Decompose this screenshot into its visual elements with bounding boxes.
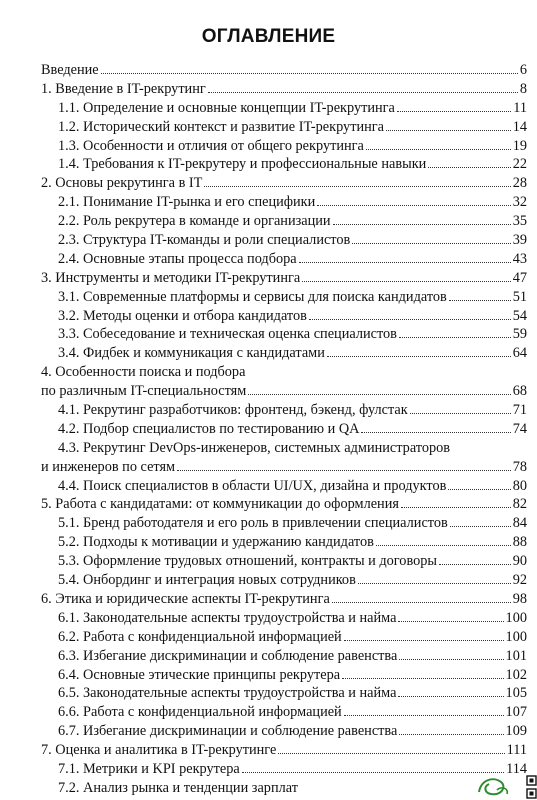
toc-page-number: 109 — [505, 723, 527, 740]
toc-page-number: 90 — [512, 553, 527, 570]
toc-page-number: 78 — [512, 458, 527, 475]
toc-entry-title: 3.2. Методы оценки и отбора кандидатов — [58, 307, 307, 324]
toc-entry[interactable] — [0, 288, 537, 307]
toc-entry[interactable] — [0, 193, 537, 212]
toc-page-number: 114 — [506, 760, 527, 777]
toc-dot-leader — [352, 232, 510, 244]
toc-dot-leader — [309, 308, 511, 320]
toc-entry-title: 7. Оценка и аналитика в IT-рекрутинге — [41, 742, 277, 759]
toc-dot-leader — [344, 704, 504, 716]
toc-dot-leader — [399, 326, 511, 338]
toc-entry-title: 6.6. Работа с конфиденциальной информацией — [58, 704, 342, 721]
toc-entry[interactable] — [0, 666, 537, 685]
toc-entry-title: 2. Основы рекрутинга в IT — [41, 175, 203, 192]
toc-entry-title: 5.1. Бренд работодателя и его роль в привлечении специалистов — [58, 515, 448, 532]
toc-dot-leader — [101, 62, 518, 74]
toc-dot-leader — [410, 402, 511, 414]
toc-dot-leader — [361, 421, 510, 433]
toc-entry-title: 4. Особенности поиска и подбора — [41, 364, 246, 381]
page-title: ОГЛАВЛЕНИЕ — [201, 26, 336, 47]
toc-dot-leader — [398, 610, 503, 622]
publisher-logo-icon — [471, 770, 537, 800]
toc-entry[interactable] — [0, 458, 537, 477]
toc-page-number: 74 — [512, 420, 527, 437]
toc-dot-leader — [397, 100, 511, 112]
toc-page-number: 100 — [505, 628, 527, 645]
toc-entry[interactable] — [0, 137, 537, 156]
toc-entry[interactable] — [0, 779, 537, 798]
toc-entry-title: 6.5. Законодательные аспекты трудоустройства и найма — [58, 685, 397, 702]
toc-entry[interactable] — [0, 61, 537, 80]
toc-page-number: 111 — [506, 742, 527, 759]
toc-entry-title: 6.2. Работа с конфиденциальной информацией — [58, 628, 342, 645]
toc-dot-leader — [302, 270, 511, 282]
toc-entry-title: 2.4. Основные этапы процесса подбора — [58, 250, 297, 267]
toc-entry[interactable] — [0, 684, 537, 703]
toc-page-number: 88 — [512, 534, 527, 551]
toc-page-number: 8 — [519, 80, 527, 97]
toc-page-number: 54 — [512, 307, 527, 324]
toc-dot-leader — [398, 685, 503, 697]
toc-entry[interactable] — [0, 80, 537, 99]
toc-entry-title: 5.4. Онбординг и интеграция новых сотрудников — [58, 572, 356, 589]
toc-dot-leader — [208, 81, 518, 93]
toc-entry[interactable] — [0, 552, 537, 571]
toc-entry-title: Введение — [41, 62, 99, 78]
toc-page-number: 68 — [512, 383, 527, 400]
toc-entry-title: 6.4. Основные этические принципы рекрутера — [58, 666, 341, 683]
toc-dot-leader — [358, 572, 511, 584]
toc-page-number: 82 — [512, 496, 527, 513]
toc-entry[interactable] — [0, 628, 537, 647]
toc-entry[interactable] — [0, 495, 537, 514]
toc-page-number: 35 — [512, 213, 527, 230]
toc-page-number: 6 — [519, 62, 527, 78]
toc-entry-title: 1.4. Требования к IT-рекрутеру и профессиональные навыки — [58, 156, 427, 173]
toc-entry[interactable] — [0, 722, 537, 741]
toc-entry[interactable] — [0, 155, 537, 174]
toc-page-number: 84 — [512, 515, 527, 532]
toc-entry[interactable] — [0, 703, 537, 722]
toc-dot-leader — [376, 534, 511, 546]
toc-entry-title: 5.2. Подходы к мотивации и удержанию кандидатов — [58, 534, 374, 551]
toc-entry-title: по различным IT-специальностям — [41, 383, 247, 400]
toc-dot-leader — [450, 515, 511, 527]
toc-page-number: 28 — [512, 175, 527, 192]
toc-dot-leader — [342, 667, 503, 679]
toc-entry[interactable] — [0, 571, 537, 590]
toc-entry-title: 2.2. Роль рекрутера в команде и организации — [58, 213, 331, 230]
toc-page-number: 59 — [512, 326, 527, 343]
toc-entry-title: 1.2. Исторический контекст и развитие IT-рекрутинга — [58, 118, 384, 135]
toc-page-number: 47 — [512, 269, 527, 286]
toc-entry-title: 6.7. Избегание дискриминации и соблюдение равенства — [58, 723, 398, 740]
toc-dot-leader — [344, 629, 504, 641]
toc-page-number: 92 — [512, 572, 527, 589]
toc-entry-title: 6.3. Избегание дискриминации и соблюдение равенства — [58, 647, 398, 664]
toc-page-number: 102 — [505, 666, 527, 683]
toc-entry-title: 3. Инструменты и методики IT-рекрутинга — [41, 269, 301, 286]
toc-page-number: 39 — [512, 232, 527, 249]
toc-entry[interactable] — [0, 250, 537, 269]
toc-entry[interactable] — [0, 363, 537, 382]
toc-dot-leader — [177, 459, 511, 471]
toc-dot-leader — [366, 138, 511, 150]
toc-entry-title: 4.4. Поиск специалистов в области UI/UX, дизайна и продуктов — [58, 477, 447, 494]
toc-page-number: 19 — [512, 137, 527, 154]
toc-entry-title: 3.1. Современные платформы и сервисы для поиска кандидатов — [58, 288, 447, 305]
toc-entry[interactable] — [0, 344, 537, 363]
toc-page-number: 101 — [505, 647, 527, 664]
toc-entry[interactable] — [0, 307, 537, 326]
toc-entry[interactable] — [0, 118, 537, 137]
toc-entry-title: 4.3. Рекрутинг DevOps-инженеров, системных администраторов — [58, 439, 451, 456]
toc-entry[interactable] — [0, 590, 537, 609]
toc-dot-leader — [327, 345, 511, 357]
toc-entry[interactable] — [0, 609, 537, 628]
table-of-contents — [0, 61, 537, 798]
toc-entry-title: 3.4. Фидбек и коммуникация с кандидатами — [58, 345, 325, 362]
toc-entry-title: 7.2. Анализ рынка и тенденции зарплат — [58, 779, 298, 796]
toc-entry[interactable] — [0, 439, 537, 458]
toc-dot-leader — [278, 742, 504, 754]
toc-dot-leader — [332, 591, 511, 603]
toc-page-number: 64 — [512, 345, 527, 362]
toc-entry-title: 1.3. Особенности и отличия от общего рекрутинга — [58, 137, 364, 154]
toc-entry[interactable] — [0, 269, 537, 288]
toc-dot-leader — [428, 156, 510, 168]
toc-dot-leader — [401, 496, 511, 508]
toc-entry[interactable] — [0, 174, 537, 193]
toc-entry[interactable] — [0, 420, 537, 439]
toc-page-number: 11 — [513, 99, 527, 116]
toc-entry[interactable] — [0, 533, 537, 552]
toc-entry-title: 5.3. Оформление трудовых отношений, контракты и договоры — [58, 553, 438, 570]
toc-entry[interactable] — [0, 741, 537, 760]
toc-page-number: 51 — [512, 288, 527, 305]
toc-page-number: 43 — [512, 250, 527, 267]
toc-page-number: 80 — [512, 477, 527, 494]
toc-page-number: 98 — [512, 590, 527, 607]
toc-entry-title: 4.1. Рекрутинг разработчиков: фронтенд, бэкенд, фулстак — [58, 402, 408, 419]
toc-entry[interactable] — [0, 231, 537, 250]
toc-dot-leader — [386, 119, 511, 131]
toc-entry-title: 2.1. Понимание IT-рынка и его специфики — [58, 194, 316, 211]
toc-page-number: 32 — [512, 194, 527, 211]
toc-dot-leader — [399, 723, 503, 735]
toc-dot-leader — [449, 289, 511, 301]
toc-entry-title: 2.3. Структура IT-команды и роли специалистов — [58, 232, 351, 249]
toc-page-number: 105 — [505, 685, 527, 702]
toc-dot-leader — [448, 478, 510, 490]
toc-entry-title: 6.1. Законодательные аспекты трудоустройства и найма — [58, 609, 397, 626]
toc-entry-title: 4.2. Подбор специалистов по тестированию и QA — [58, 420, 360, 437]
toc-entry-title: 7.1. Метрики и KPI рекрутера — [58, 760, 240, 777]
toc-entry[interactable] — [0, 647, 537, 666]
toc-entry[interactable] — [0, 99, 537, 118]
toc-dot-leader — [399, 648, 503, 660]
toc-dot-leader — [248, 383, 510, 395]
toc-page-number: 71 — [512, 402, 527, 419]
toc-entry-title: 1. Введение в IT-рекрутинг — [41, 80, 206, 97]
toc-entry[interactable] — [0, 382, 537, 401]
toc-dot-leader — [333, 213, 511, 225]
toc-entry[interactable] — [0, 477, 537, 496]
toc-entry[interactable] — [0, 760, 537, 779]
toc-entry-title: 6. Этика и юридические аспекты IT-рекрутинга — [41, 590, 330, 607]
toc-page-number: 107 — [505, 704, 527, 721]
toc-entry-title: 5. Работа с кандидатами: от коммуникации до оформления — [41, 496, 399, 513]
toc-entry-title: 1.1. Определение и основные концепции IT-рекрутинга — [58, 99, 395, 116]
toc-dot-leader — [204, 175, 510, 187]
toc-page-number: 22 — [512, 156, 527, 173]
toc-entry[interactable] — [0, 212, 537, 231]
toc-entry[interactable] — [0, 401, 537, 420]
toc-dot-leader — [242, 761, 504, 773]
toc-page-number: 14 — [512, 118, 527, 135]
toc-entry[interactable] — [0, 325, 537, 344]
toc-entry-title: и инженеров по сетям — [41, 458, 176, 475]
toc-dot-leader — [317, 194, 510, 206]
toc-dot-leader — [439, 553, 511, 565]
toc-dot-leader — [299, 251, 511, 263]
toc-page-number: 100 — [505, 609, 527, 626]
toc-entry-title: 3.3. Собеседование и техническая оценка специалистов — [58, 326, 397, 343]
toc-entry[interactable] — [0, 514, 537, 533]
